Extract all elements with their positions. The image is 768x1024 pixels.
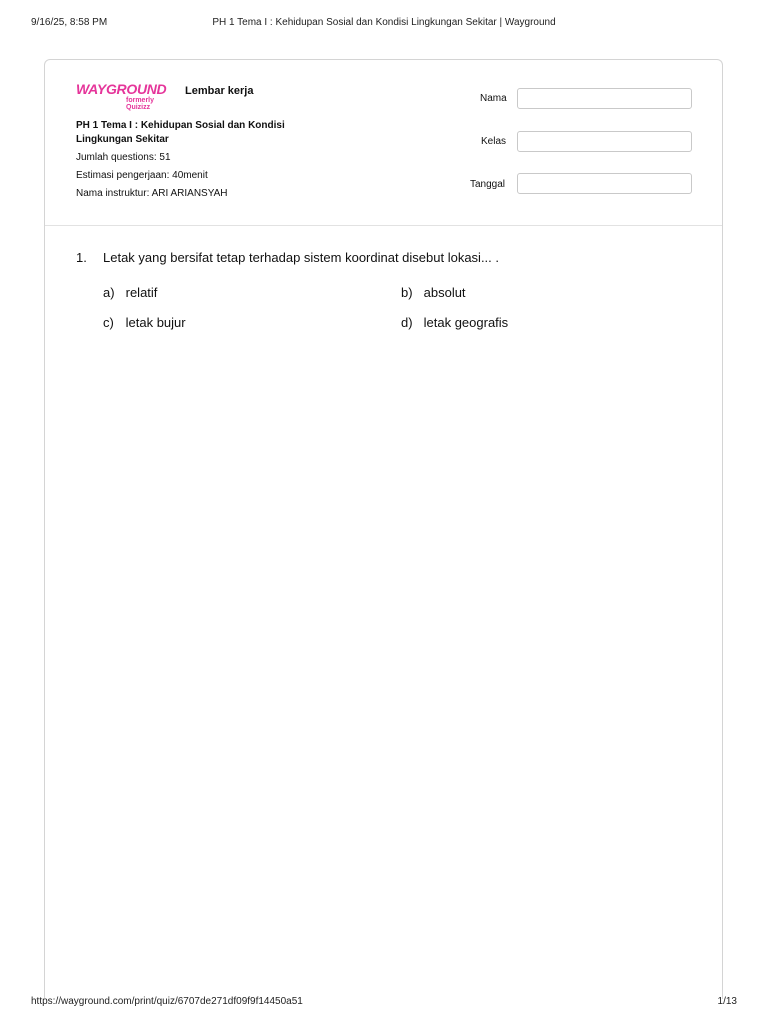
date-label: Tanggal xyxy=(470,179,506,190)
wayground-logo xyxy=(76,81,180,111)
print-document-title: PH 1 Tema I : Kehidupan Sosial dan Kondisi Lingkungan Sekitar | Wayground xyxy=(212,17,556,28)
print-datetime: 9/16/25, 8:58 PM xyxy=(31,17,108,28)
estimated-duration: Estimasi pengerjaan: 40menit xyxy=(76,170,208,181)
page-number: 1/13 xyxy=(717,996,737,1007)
option-a xyxy=(103,285,157,300)
print-header xyxy=(31,17,737,31)
option-text: relatif xyxy=(125,285,158,300)
print-footer xyxy=(31,996,737,1010)
question-number: 1. xyxy=(76,250,87,265)
logo-subtitle: formerly Quizizz xyxy=(126,97,155,111)
option-text: absolut xyxy=(423,285,466,300)
question-text: Letak yang bersifat tetap terhadap sistem koordinat disebut lokasi... . xyxy=(103,250,500,265)
class-label: Kelas xyxy=(481,136,507,147)
worksheet-header xyxy=(45,60,722,226)
option-key: d) xyxy=(401,315,413,330)
name-label: Nama xyxy=(480,93,507,104)
questions-count: Jumlah questions: 51 xyxy=(76,152,171,163)
date-field[interactable] xyxy=(517,173,692,194)
instructor-name: Nama instruktur: ARI ARIANSYAH xyxy=(76,188,228,199)
option-d xyxy=(401,315,508,330)
option-key: a) xyxy=(103,285,115,300)
name-field[interactable] xyxy=(517,88,692,109)
option-c xyxy=(103,315,186,330)
option-text: letak geografis xyxy=(423,315,509,330)
print-url: https://wayground.com/print/quiz/6707de271df09f9f14450a51 xyxy=(31,996,303,1007)
option-text: letak bujur xyxy=(125,315,186,330)
quiz-title: PH 1 Tema I : Kehidupan Sosial dan Kondisi Lingkungan Sekitar xyxy=(76,120,285,145)
worksheet-card xyxy=(44,59,723,999)
option-key: c) xyxy=(103,315,114,330)
option-b xyxy=(401,285,466,300)
worksheet-label: Lembar kerja xyxy=(185,85,254,97)
option-key: b) xyxy=(401,285,413,300)
logo-wordmark: WAYGROUND xyxy=(76,81,167,97)
class-field[interactable] xyxy=(517,131,692,152)
